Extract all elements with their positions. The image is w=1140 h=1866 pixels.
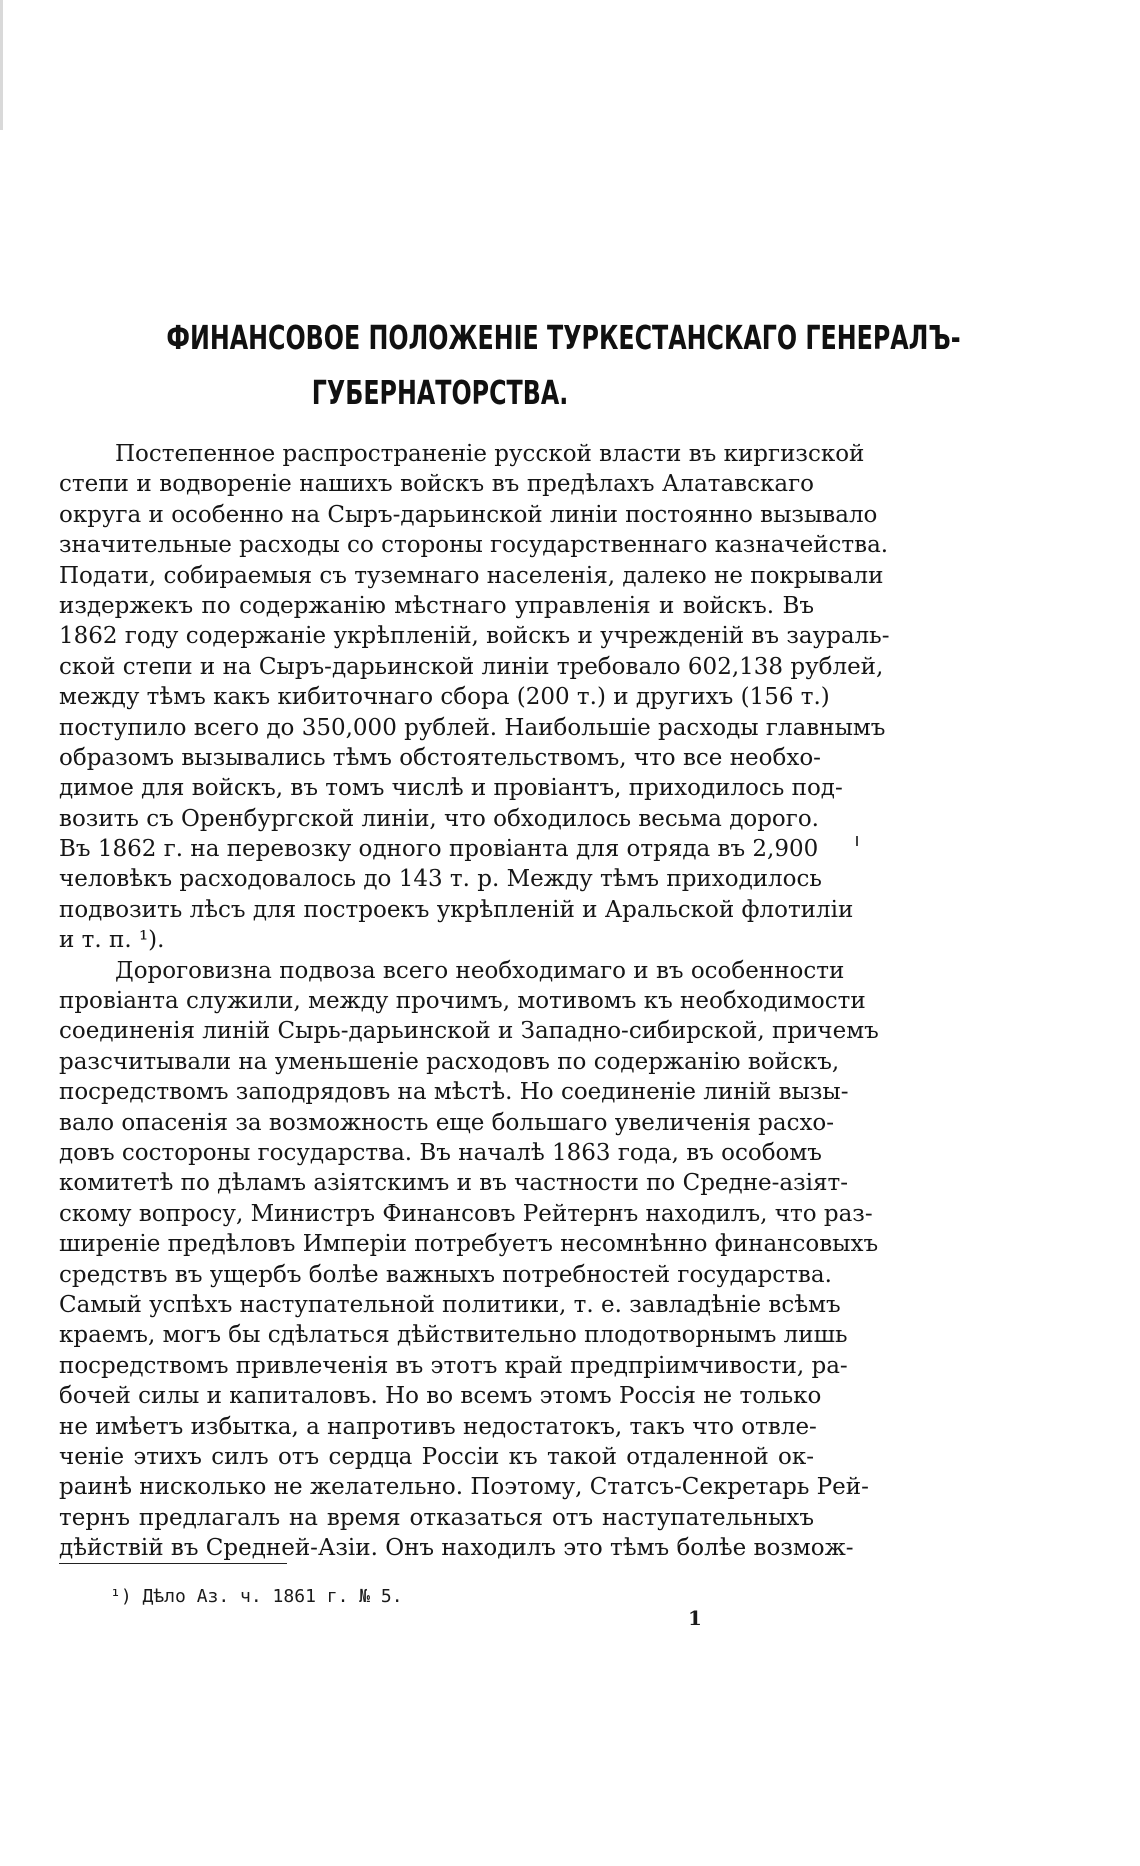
text-line: значительные расходы со стороны государственнаго казначейства. [59, 532, 889, 559]
text-line: Самый успѣхъ наступательной политики, т. е. завладѣніе всѣмъ [59, 1291, 841, 1318]
text-line: человѣкъ расходовалось до 143 т. р. Между тѣмъ приходилось [59, 866, 822, 893]
text-line: ской степи и на Сыръ-дарьинской линіи требовало 602,138 рублей, [59, 653, 884, 680]
text-line: ширеніе предѣловъ Имперіи потребуетъ несомнѣнно финансовыхъ [59, 1231, 879, 1258]
text-line: образомъ вызывались тѣмъ обстоятельствомъ, что все необхо- [59, 744, 821, 771]
text-line: провіанта служили, между прочимъ, мотивомъ къ необходимости [59, 988, 866, 1015]
text-line: краемъ, могъ бы сдѣлаться дѣйствительно плодотворнымъ лишь [59, 1322, 848, 1349]
text-line: поступило всего до 350,000 рублей. Наибольшіе расходы главнымъ [59, 714, 886, 741]
text-line: тернъ предлагалъ на время отказаться отъ наступательныхъ [59, 1504, 814, 1531]
scan-edge-mark [0, 0, 3, 130]
text-line: Въ 1862 г. на перевозку одного провіанта для отряда въ 2,900 [59, 836, 819, 863]
text-line: раинѣ нисколько не желательно. Поэтому, Статсъ-Секретарь Рей- [59, 1474, 869, 1501]
margin-mark [856, 836, 858, 846]
text-line: скому вопросу, Министръ Финансовъ Рейтернъ находилъ, что раз- [59, 1200, 873, 1227]
text-line: ченіе этихъ силъ отъ сердца Россіи къ такой отдаленной ок- [59, 1443, 814, 1470]
text-line: подвозить лѣсъ для построекъ укрѣпленій и Аральской флотиліи [59, 896, 854, 923]
text-line: 1862 году содержаніе укрѣпленій, войскъ и учрежденій въ заураль- [59, 623, 890, 650]
text-line: довъ состороны государства. Въ началѣ 1863 года, въ особомъ [59, 1139, 822, 1166]
text-line: соединенія линій Сырь-дарьинской и Западно-сибирской, причемъ [59, 1018, 879, 1045]
text-line: посредствомъ заподрядовъ на мѣстѣ. Но соединеніе линій вызы- [59, 1079, 849, 1106]
text-line: издержекъ по содержанію мѣстнаго управленія и войскъ. Въ [59, 592, 814, 619]
text-line: разсчитывали на уменьшеніе расходовъ по содержанію войскъ, [59, 1048, 840, 1075]
text-line: дѣйствій въ Средней-Азіи. Онъ находилъ это тѣмъ болѣе возмож- [59, 1535, 854, 1562]
page-number: 1 [688, 1606, 702, 1630]
text-line: Дороговизна подвоза всего необходимаго и въ особенности [115, 957, 845, 984]
page-title-line-1: ФИНАНСОВОЕ ПОЛОЖЕНІЕ ТУРКЕСТАНСКАГО ГЕНЕРАЛЪ- [166, 318, 961, 357]
text-line: бочей силы и капиталовъ. Но во всемъ этомъ Россія не только [59, 1383, 822, 1410]
text-line: не имѣетъ избытка, а напротивъ недостатокъ, такъ что отвле- [59, 1413, 817, 1440]
text-line: Постепенное распространеніе русской власти въ киргизской [115, 441, 865, 467]
text-line: Подати, собираемыя съ туземнаго населенія, далеко не покрывали [59, 562, 884, 589]
text-line: вало опасенія за возможность еще большаго увеличенія расхо- [59, 1109, 835, 1136]
text-line: возить съ Оренбургской линіи, что обходилось весьма дорого. [59, 805, 819, 832]
text-line: между тѣмъ какъ кибиточнаго сбора (200 т.) и другихъ (156 т.) [59, 684, 830, 711]
text-line: и т. п. ¹). [59, 927, 165, 954]
page-title-line-2: ГУБЕРНАТОРСТВА. [311, 373, 569, 412]
footnote-rule [59, 1563, 287, 1564]
text-line: комитетѣ по дѣламъ азіятскимъ и въ частности по Средне-азіят- [59, 1170, 849, 1197]
text-line: округа и особенно на Сыръ-дарьинской линіи постоянно вызывало [59, 501, 878, 528]
text-line: степи и водвореніе нашихъ войскъ въ предѣлахъ Алатавскаго [59, 471, 814, 498]
footnote: ¹) Дѣло Аз. ч. 1861 г. № 5. [110, 1586, 403, 1607]
text-line: средствъ въ ущербъ болѣе важныхъ потребностей государства. [59, 1261, 832, 1288]
body-text [59, 439, 890, 1563]
text-line: посредствомъ привлеченія въ этотъ край предпріимчивости, ра- [59, 1352, 848, 1379]
text-line: димое для войскъ, въ томъ числѣ и провіантъ, приходилось под- [59, 775, 843, 802]
